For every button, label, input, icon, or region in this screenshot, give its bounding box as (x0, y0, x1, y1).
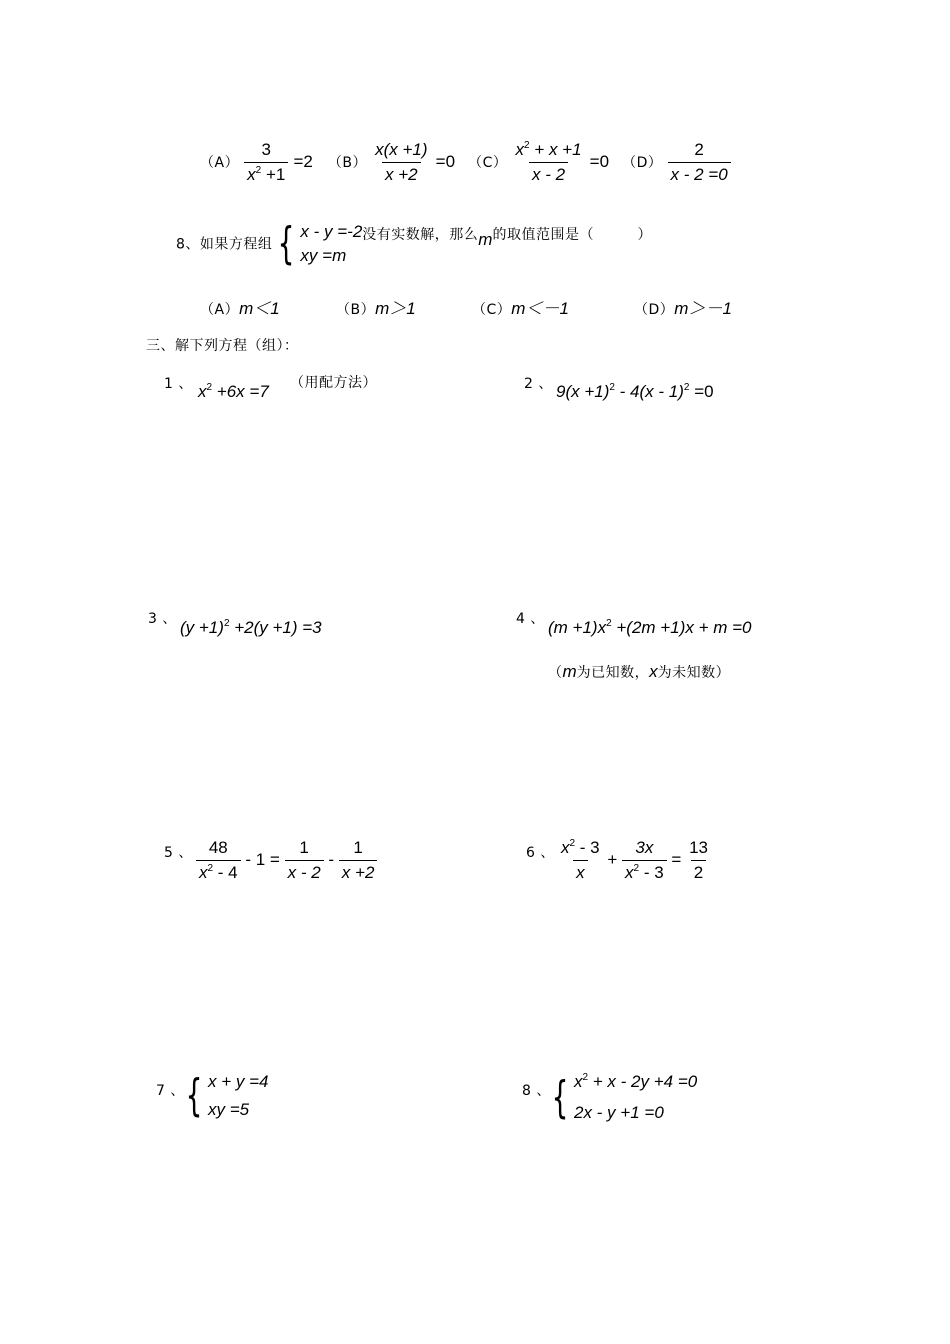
q8-system (272, 220, 362, 268)
q8-option-d (634, 294, 732, 319)
var-x: x (561, 838, 570, 857)
q7-option-a-denominator (244, 162, 288, 185)
p7-system-inner (180, 1068, 268, 1124)
q7-option-a-fraction (244, 140, 288, 185)
p2-part-b: - 4(x - 1) (614, 382, 684, 401)
exponent: 2 (606, 618, 612, 629)
p6-den2 (622, 860, 667, 883)
p6-op1: + (607, 849, 618, 869)
p4-note-mid: 为已知数， (576, 665, 650, 681)
p6-num1 (558, 838, 603, 860)
num-tail: + x +1 (529, 140, 582, 159)
p1-note: （用配方法） (290, 375, 377, 391)
exponent: 2 (255, 165, 262, 176)
q7-option-b-numerator: x(x +1) (375, 140, 428, 159)
exponent: 2 (683, 382, 690, 393)
p8-eq1-tail: + x - 2y +4 =0 (588, 1072, 698, 1091)
var-x: x (625, 863, 634, 882)
q8-eq2: xy =m (300, 246, 347, 265)
p8-eq1 (574, 1068, 697, 1099)
p7-eq1: x + y =4 (208, 1072, 269, 1091)
exponent: 2 (223, 618, 230, 629)
p8-system-rows (574, 1068, 697, 1127)
q7-option-c-label: （C） (468, 155, 508, 171)
q8-option-c (472, 294, 569, 319)
q8-option-a-expr: m＜1 (239, 299, 280, 318)
p5-equation (196, 838, 377, 883)
q7-option-d-fraction (668, 140, 731, 185)
q8-middle: 没有实数解，那么 (362, 226, 479, 243)
q7-option-d-numerator: 2 (694, 140, 704, 159)
var-x: x (198, 382, 207, 401)
p6-label: 6 、 (526, 845, 555, 861)
p3-part-b: +2(y +1) =3 (229, 618, 322, 637)
q8-option-b (336, 294, 416, 319)
exponent: 2 (633, 863, 640, 874)
p7-system-rows (208, 1068, 268, 1124)
p5-num1: 48 (208, 838, 228, 857)
exponent: 2 (609, 382, 615, 393)
p5-num3: 1 (353, 838, 363, 857)
q7-option-b-rhs: =0 (435, 152, 456, 171)
exponent: 2 (524, 140, 530, 151)
p5-fraction-3 (339, 838, 378, 883)
q7-option-c-fraction (513, 140, 585, 185)
p6-num2: 3x (635, 838, 654, 857)
q7-option-d-label: （D） (622, 155, 663, 171)
p5-label: 5 、 (164, 845, 193, 861)
q7-option-d-denominator: x - 2 =0 (668, 162, 731, 185)
p4-note (548, 662, 730, 682)
q7-option-a-label: （A） (200, 155, 240, 171)
p4-label: 4 、 (516, 611, 545, 627)
var-x: x (574, 1072, 583, 1091)
q7-option-c-rhs: =0 (589, 152, 610, 171)
p4-note-x: x (649, 662, 658, 681)
p8-label: 8 、 (522, 1083, 551, 1099)
p4-equation (548, 618, 752, 638)
p5-num2: 1 (299, 838, 309, 857)
q8-option-b-expr: m＞1 (375, 299, 416, 318)
den-tail: +1 (261, 165, 286, 184)
p2-part-c: =0 (689, 382, 714, 401)
q8-var-m: m (478, 229, 493, 249)
p5-fraction-2 (285, 838, 324, 883)
p3-part-a: (y +1) (180, 618, 224, 637)
p2-label: 2 、 (524, 376, 553, 392)
p5-den2: x - 2 (285, 860, 324, 883)
p1-tail: +6x =7 (212, 382, 269, 401)
p6-num3: 13 (689, 838, 708, 857)
p2-part-a: 9(x +1) (556, 382, 610, 401)
p4-note-open: （ (548, 665, 563, 681)
q8-eq1: x - y =-2 (300, 222, 363, 241)
p7-system (180, 1068, 268, 1124)
left-brace-icon: { (185, 1070, 203, 1121)
q8-option-b-label: （B） (336, 302, 376, 318)
den-tail: - 3 (639, 863, 664, 882)
p1-label: 1 、 (164, 376, 193, 392)
q8-option-c-expr: m＜－1 (511, 299, 569, 318)
q8-system-rows (300, 220, 362, 268)
var-x: x (247, 165, 256, 184)
q8-option-a-label: （A） (200, 302, 240, 318)
p8-system (546, 1068, 697, 1127)
q7-option-b-fraction (372, 140, 430, 185)
exponent: 2 (569, 838, 576, 849)
p1-equation (198, 382, 269, 402)
p5-op2: - (328, 849, 335, 869)
p6-fraction-2 (622, 838, 667, 883)
p8-system-inner (546, 1068, 697, 1127)
left-brace-icon: { (551, 1071, 569, 1123)
q7-option-b-denominator: x +2 (382, 162, 421, 185)
q8-option-d-expr: m＞－1 (674, 299, 732, 318)
p6-fraction-1 (558, 838, 603, 883)
p2-equation (556, 382, 714, 402)
p3-equation (180, 618, 322, 638)
exponent: 2 (207, 863, 214, 874)
p5-den3: x +2 (339, 860, 378, 883)
q7-option-b-label: （B） (327, 155, 368, 171)
p8-eq2: 2x - y +1 =0 (574, 1103, 664, 1122)
p4-note-m: m (562, 662, 577, 681)
q8-question (176, 220, 652, 268)
q7-options-row (200, 140, 731, 185)
p6-op2: = (671, 849, 682, 869)
p5-den1 (196, 860, 241, 883)
q7-option-c-numerator (513, 140, 585, 162)
var-x: x (515, 140, 525, 159)
den-tail: - 4 (213, 863, 238, 882)
p5-fraction-1 (196, 838, 241, 883)
p4-part-a: (m +1)x (548, 618, 607, 637)
q7-option-a-numerator: 3 (261, 140, 271, 159)
section3-heading: 三、解下列方程（组）： (146, 338, 299, 354)
p6-fraction-3 (686, 838, 711, 883)
q8-option-d-label: （D） (634, 302, 675, 318)
q8-option-c-label: （C） (472, 302, 512, 318)
p6-den3: 2 (691, 860, 706, 883)
q8-prefix: 8、如果方程组 (176, 236, 273, 253)
exponent: 2 (582, 1072, 589, 1083)
num-tail: - 3 (575, 838, 600, 857)
exponent: 2 (206, 382, 213, 393)
p4-note-end: 为未知数） (657, 665, 731, 681)
p7-eq2: xy =5 (208, 1100, 250, 1119)
var-x: x (199, 863, 208, 882)
q7-option-a-rhs: =2 (293, 152, 313, 171)
p4-part-b: +(2m +1)x + m =0 (611, 618, 752, 637)
p6-den1: x (573, 860, 588, 883)
p5-op1: - 1 = (245, 849, 280, 869)
q8-option-a (200, 294, 280, 319)
p7-label: 7 、 (156, 1083, 185, 1099)
p6-equation (558, 838, 711, 883)
p3-label: 3 、 (148, 611, 177, 627)
left-brace-icon: { (278, 218, 295, 269)
q8-suffix: 的取值范围是（ ） (492, 226, 652, 243)
q7-option-c-denominator: x - 2 (529, 162, 568, 185)
